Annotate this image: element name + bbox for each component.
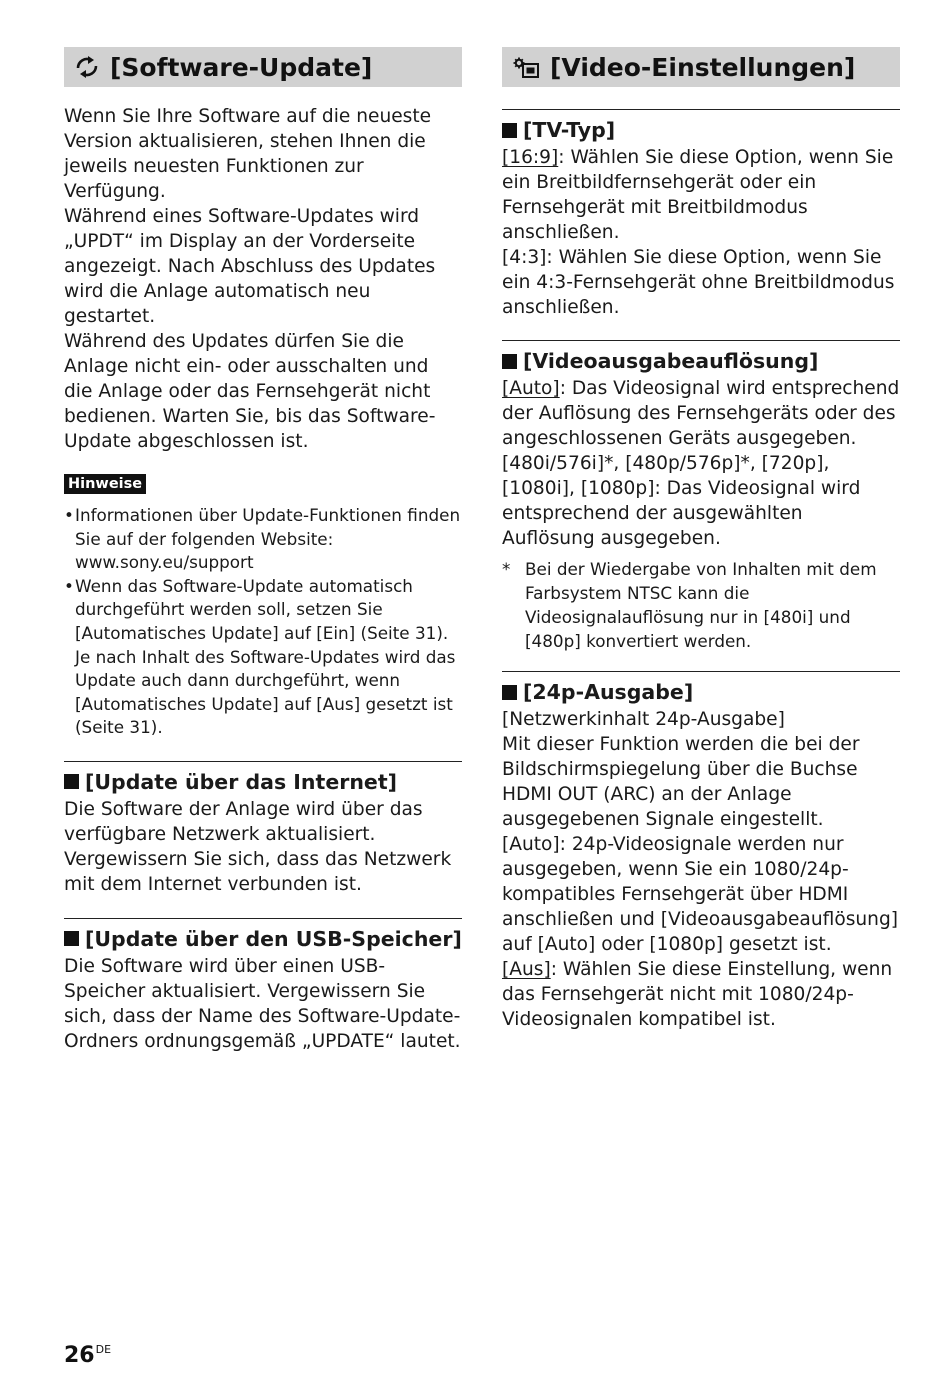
24p-output-heading-text: [24p-Ausgabe]	[523, 680, 694, 704]
24p-output-heading	[502, 679, 900, 705]
intro-paragraph-1: Wenn Sie Ihre Software auf die neueste Version aktualisieren, stehen Ihnen die jeweils neuesten Funktionen zur Verfügung.	[64, 106, 432, 202]
tv-type-option-4-3: [4:3]: Wählen Sie diese Option, wenn Sie ein 4:3-Fernsehgerät ohne Breitbildmodus anschließen.	[502, 247, 895, 318]
refresh-icon	[74, 55, 100, 79]
video-settings-icon	[512, 55, 540, 79]
24p-off-text: : Wählen Sie diese Einstellung, wenn das Fernsehgerät nicht mit 1080/24p-Videosignalen kompatibel ist.	[502, 959, 893, 1030]
resolution-auto-text: : Das Videosignal wird entsprechend der Auflösung des Fernsehgeräts oder des angeschlossenen Geräts ausgegeben.	[502, 378, 900, 449]
video-settings-column	[502, 47, 900, 1032]
section-divider	[502, 671, 900, 672]
square-bullet-icon	[64, 931, 79, 946]
note-item: • Informationen über Update-Funktionen finden Sie auf der folgenden Website: www.sony.eu/support	[64, 504, 462, 575]
internet-update-text: Die Software der Anlage wird über das verfügbare Netzwerk aktualisiert. Vergewissern Sie sich, dass das Netzwerk mit dem Internet verbunden ist.	[64, 798, 452, 895]
video-settings-header	[502, 47, 900, 87]
24p-option-off	[502, 957, 900, 1032]
resolution-option-list: [480i/576i]*, [480p/576p]*, [720p], [1080i], [1080p]: Das Videosignal wird entsprechend der ausgewählten Auflösung ausgegeben.	[502, 453, 861, 549]
section-divider	[502, 340, 900, 341]
resolution-footnote	[502, 557, 900, 653]
page-language-code: DE	[95, 1343, 112, 1356]
intro-paragraph-3: Während des Updates dürfen Sie die Anlage nicht ein- oder ausschalten und die Anlage oder das Fernsehgerät nicht bedienen. Warten Sie, bis das Software-Update abgeschlossen ist.	[64, 331, 436, 452]
resolution-option-auto	[502, 376, 900, 451]
24p-subheading: [Netzwerkinhalt 24p-Ausgabe]	[502, 709, 785, 730]
page-number-value: 26	[64, 1343, 95, 1368]
24p-intro: Mit dieser Funktion werden die bei der Bildschirmspiegelung über die Buchse HDMI OUT (ARC) an der Anlage ausgegebenen Signale eingestellt.	[502, 734, 860, 830]
square-bullet-icon	[64, 774, 79, 789]
page-number	[64, 1343, 111, 1368]
usb-update-text: Die Software wird über einen USB-Speicher aktualisiert. Vergewissern Sie sich, dass der Name des Software-Update-Ordners ordnungsgemäß „UPDATE“ lautet.	[64, 955, 461, 1052]
square-bullet-icon	[502, 685, 517, 700]
notes-list	[64, 504, 462, 740]
tv-type-heading	[502, 117, 900, 143]
resolution-heading-text: [Videoausgabeauflösung]	[523, 349, 819, 373]
software-update-header	[64, 47, 462, 87]
default-option-off: [Aus]	[502, 959, 551, 980]
default-option-16-9: [16:9]	[502, 147, 559, 168]
section-divider	[64, 761, 462, 762]
footnote-mark: *	[502, 559, 511, 579]
intro-paragraph-2: Während eines Software-Updates wird „UPDT“ im Display an der Vorderseite angezeigt. Nach Abschluss des Updates wird die Anlage automatisch neu gestartet.	[64, 206, 436, 327]
software-update-title: [Software-Update]	[110, 52, 373, 82]
square-bullet-icon	[502, 354, 517, 369]
usb-update-heading-text: [Update über den USB-Speicher]	[85, 926, 462, 951]
default-option-auto: [Auto]	[502, 378, 560, 399]
usb-update-heading	[64, 926, 462, 952]
notes-label: Hinweise	[64, 474, 146, 494]
option-16-9-text: : Wählen Sie diese Option, wenn Sie ein Breitbildfernsehgerät oder ein Fernsehgerät mit Breitbildmodus anschließen.	[502, 147, 894, 243]
internet-update-heading-text: [Update über das Internet]	[85, 769, 398, 794]
section-divider	[64, 918, 462, 919]
software-update-column	[64, 47, 462, 1054]
internet-update-heading	[64, 769, 462, 795]
note-item: • Wenn das Software-Update automatisch durchgeführt werden soll, setzen Sie [Automatisches Update] auf [Ein] (Seite 31). Je nach Inhalt des Software-Updates wird das Update auch dann durchgeführt, wenn [Automatisches Update] auf [Aus] gesetzt ist (Seite 31).	[64, 575, 462, 740]
24p-option-auto: [Auto]: 24p-Videosignale werden nur ausgegeben, wenn Sie ein 1080/24p-kompatibles Fernsehgerät über HDMI anschließen und [Videoausgabeauflösung] auf [Auto] oder [1080p] gesetzt ist.	[502, 834, 899, 955]
resolution-heading	[502, 348, 900, 374]
section-divider	[502, 109, 900, 110]
video-settings-title: [Video-Einstellungen]	[550, 52, 856, 82]
square-bullet-icon	[502, 123, 517, 138]
footnote-text: Bei der Wiedergabe von Inhalten mit dem Farbsystem NTSC kann die Videosignalauflösung nur in [480i] und [480p] konvertiert werden.	[525, 559, 877, 651]
tv-type-heading-text: [TV-Typ]	[523, 118, 616, 142]
tv-type-option-16-9	[502, 145, 900, 245]
